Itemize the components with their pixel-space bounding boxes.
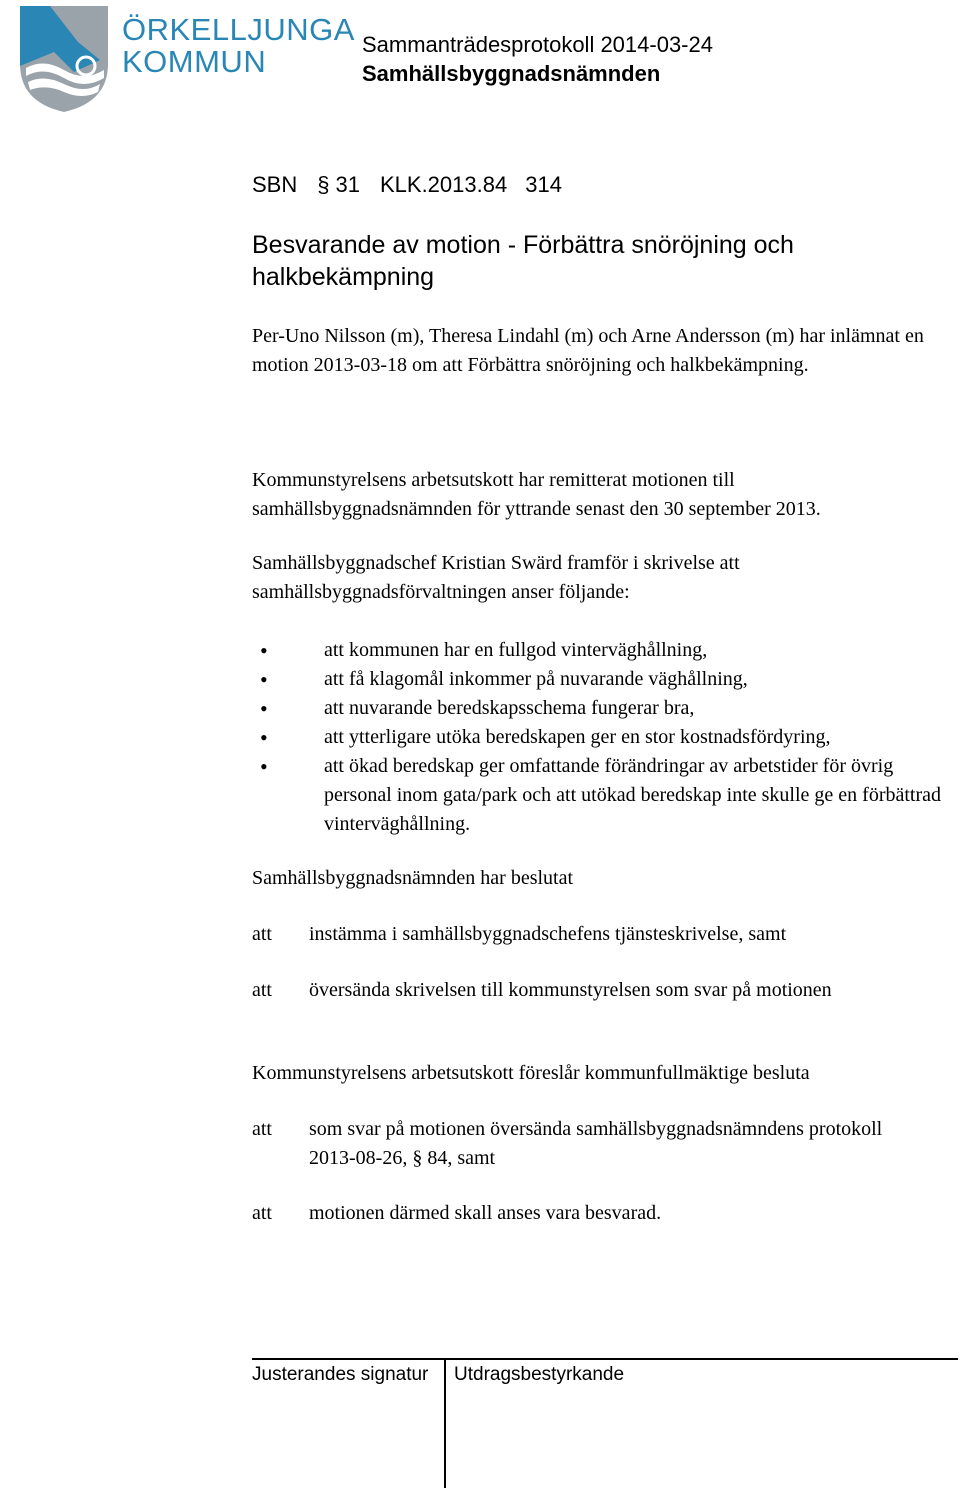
paragraph-reference [252, 172, 582, 198]
logo-text-line2: KOMMUN [122, 44, 267, 79]
list-item: • att få klagomål inkommer på nuvarande väghållning, [252, 665, 952, 694]
logo-text-line1: ÖRKELLJUNGA [122, 12, 355, 47]
list-item: • att nuvarande beredskapsschema fungerar bra, [252, 694, 952, 723]
proposal-text: som svar på motionen översända samhällsbyggnadsnämndens protokoll 2013-08-26, § 84, samt [309, 1118, 883, 1169]
kommun-logo [14, 2, 355, 114]
proposal-item [252, 1199, 932, 1228]
board-code: SBN [252, 172, 298, 197]
page-title: Besvarande av motion - Förbättra snöröjning och halkbekämpning [252, 231, 794, 291]
proposal-item [252, 1115, 932, 1173]
decision-text: instämma i samhällsbyggnadschefens tjänsteskrivelse, samt [309, 923, 787, 945]
att-label: att [252, 1202, 272, 1224]
remit-paragraph: Kommunstyrelsens arbetsutskott har remitterat motionen till samhällsbyggnadsnämnden för yttrande senast den 30 september 2013. [252, 469, 821, 520]
opinion-paragraph: Samhällsbyggnadschef Kristian Swärd framför i skrivelse att samhällsbyggnadsförvaltningen anser följande: [252, 552, 740, 603]
section-symbol: § [317, 172, 330, 197]
opinion-list [252, 636, 952, 839]
decision-text: översända skrivelsen till kommunstyrelsen som svar på motionen [309, 979, 832, 1001]
list-item: • att ytterligare utöka beredskapen ger en stor kostnadsfördyring, [252, 723, 952, 752]
diarie-subnumber: 314 [525, 172, 562, 197]
diarie-number: KLK.2013.84 [379, 172, 508, 197]
decision-heading: Samhällsbyggnadsnämnden har beslutat [252, 867, 574, 889]
att-label: att [252, 923, 272, 945]
protocol-title: Sammanträdesprotokoll 2014-03-24 [362, 32, 713, 57]
list-item: • att ökad beredskap ger omfattande förändringar av arbetstider för övrig personal inom gata/park och att utökad beredskap inte skulle ge en förbättrad vinterväghållning. [252, 752, 952, 839]
footer-divider [252, 1358, 958, 1360]
decision-item [252, 920, 932, 949]
proposal-text: motionen därmed skall anses vara besvarad. [309, 1202, 662, 1224]
decision-item [252, 976, 932, 1005]
document-header [362, 30, 713, 88]
att-label: att [252, 1118, 272, 1140]
att-label: att [252, 979, 272, 1001]
paragraph-number: 31 [335, 172, 360, 197]
proposal-heading: Kommunstyrelsens arbetsutskott föreslår kommunfullmäktige besluta [252, 1062, 810, 1084]
board-name: Samhällsbyggnadsnämnden [362, 61, 661, 86]
signature-field-label: Justerandes signatur [252, 1364, 429, 1385]
list-item: • att kommunen har en fullgod vinterväghållning, [252, 636, 952, 665]
certification-field-label: Utdragsbestyrkande [454, 1364, 625, 1385]
footer-column-divider [444, 1358, 446, 1488]
intro-paragraph: Per-Uno Nilsson (m), Theresa Lindahl (m) och Arne Andersson (m) har inlämnat en motion 2013-03-18 om att Förbättra snöröjning och halkbekämpning. [252, 325, 924, 376]
coat-of-arms-icon [14, 2, 114, 114]
